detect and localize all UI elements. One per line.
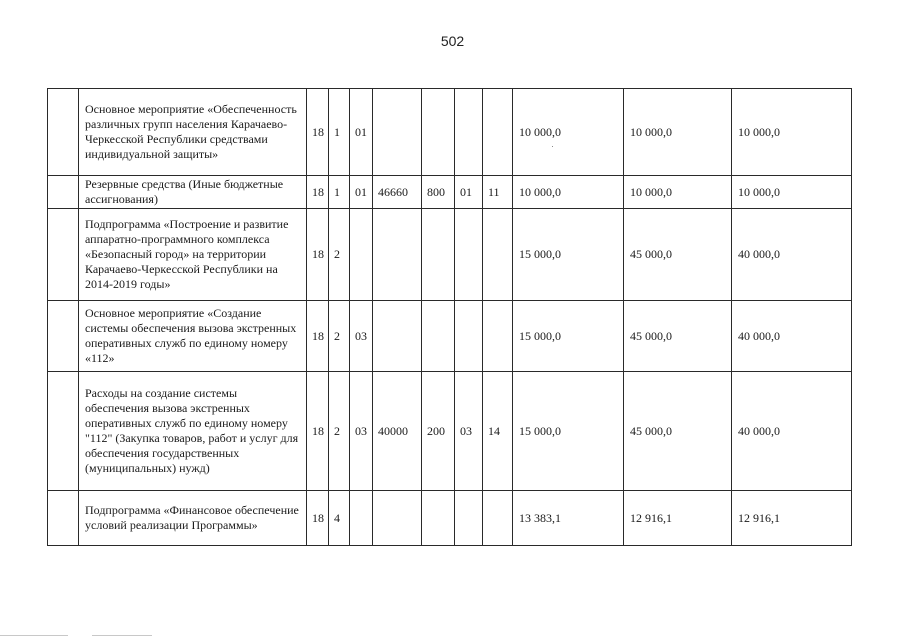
scan-artifact-line: [92, 635, 152, 636]
table-row: [48, 491, 852, 546]
table-row: [48, 301, 852, 372]
code-cell: [455, 491, 483, 546]
code-cell: [373, 301, 422, 372]
code-cell: 1: [329, 176, 350, 209]
code-cell: 01: [350, 176, 373, 209]
amount-cell: 10 000,0: [513, 89, 624, 176]
code-cell: [373, 89, 422, 176]
code-cell: 18: [307, 301, 329, 372]
amount-cell: 45 000,0: [624, 372, 732, 491]
code-cell: 18: [307, 491, 329, 546]
code-cell: [422, 89, 455, 176]
code-cell: 14: [483, 372, 513, 491]
code-cell: [350, 209, 373, 301]
amount-cell: 12 916,1: [732, 491, 852, 546]
amount-cell: 10 000,0: [624, 89, 732, 176]
table-row: [48, 176, 852, 209]
code-cell: [455, 209, 483, 301]
page-number: 502: [440, 33, 465, 49]
code-cell: [422, 491, 455, 546]
code-cell: [455, 89, 483, 176]
table-row: [48, 209, 852, 301]
code-cell: 1: [329, 89, 350, 176]
amount-cell: 12 916,1: [624, 491, 732, 546]
amount-cell: 15 000,0: [513, 209, 624, 301]
code-cell: [422, 301, 455, 372]
code-cell: 2: [329, 372, 350, 491]
scan-artifact-line: [0, 635, 68, 636]
number-cell: [48, 301, 79, 372]
code-cell: 40000: [373, 372, 422, 491]
code-cell: [373, 491, 422, 546]
amount-cell: 45 000,0: [624, 301, 732, 372]
code-cell: 03: [350, 372, 373, 491]
amount-cell: 40 000,0: [732, 372, 852, 491]
code-cell: [373, 209, 422, 301]
number-cell: [48, 89, 79, 176]
amount-cell: 40 000,0: [732, 209, 852, 301]
amount-cell: 45 000,0: [624, 209, 732, 301]
code-cell: [483, 89, 513, 176]
code-cell: 03: [455, 372, 483, 491]
amount-cell: 15 000,0: [513, 372, 624, 491]
table-row: [48, 89, 852, 176]
code-cell: [455, 301, 483, 372]
code-cell: [483, 301, 513, 372]
table-row: [48, 372, 852, 491]
amount-cell: 15 000,0: [513, 301, 624, 372]
amount-cell: 10 000,0: [513, 176, 624, 209]
code-cell: 11: [483, 176, 513, 209]
code-cell: 18: [307, 176, 329, 209]
code-cell: 4: [329, 491, 350, 546]
amount-cell: 10 000,0: [624, 176, 732, 209]
code-cell: 03: [350, 301, 373, 372]
budget-table: [47, 88, 852, 546]
code-cell: [483, 491, 513, 546]
description-cell: Расходы на создание системы обеспечения вызова экстренных оперативных служб по единому номеру "112" (Закупка товаров, работ и услуг для обеспечения государственных (муниципальных) нужд): [79, 372, 307, 491]
amount-cell: 10 000,0: [732, 176, 852, 209]
code-cell: 18: [307, 89, 329, 176]
description-cell: Основное мероприятие «Создание системы обеспечения вызова экстренных оперативных служб по единому номеру «112»: [79, 301, 307, 372]
code-cell: 18: [307, 209, 329, 301]
code-cell: 800: [422, 176, 455, 209]
code-cell: 01: [350, 89, 373, 176]
code-cell: 2: [329, 209, 350, 301]
description-cell: Подпрограмма «Финансовое обеспечение условий реализации Программы»: [79, 491, 307, 546]
number-cell: [48, 491, 79, 546]
number-cell: [48, 176, 79, 209]
code-cell: 46660: [373, 176, 422, 209]
code-cell: 18: [307, 372, 329, 491]
description-cell: Подпрограмма «Построение и развитие аппаратно-программного комплекса «Безопасный город» на территории Карачаево-Черкесской Республики на 2014-2019 годы»: [79, 209, 307, 301]
code-cell: [422, 209, 455, 301]
code-cell: 01: [455, 176, 483, 209]
code-cell: 2: [329, 301, 350, 372]
table-body: [48, 89, 852, 546]
code-cell: [483, 209, 513, 301]
amount-cell: 40 000,0: [732, 301, 852, 372]
number-cell: [48, 209, 79, 301]
scan-speck: ·: [551, 141, 554, 151]
code-cell: 200: [422, 372, 455, 491]
number-cell: [48, 372, 79, 491]
description-cell: Резервные средства (Иные бюджетные ассигнования): [79, 176, 307, 209]
code-cell: [350, 491, 373, 546]
amount-cell: 13 383,1: [513, 491, 624, 546]
description-cell: Основное мероприятие «Обеспеченность различных групп населения Карачаево-Черкесской Республики средствами индивидуальной защиты»: [79, 89, 307, 176]
amount-cell: 10 000,0: [732, 89, 852, 176]
